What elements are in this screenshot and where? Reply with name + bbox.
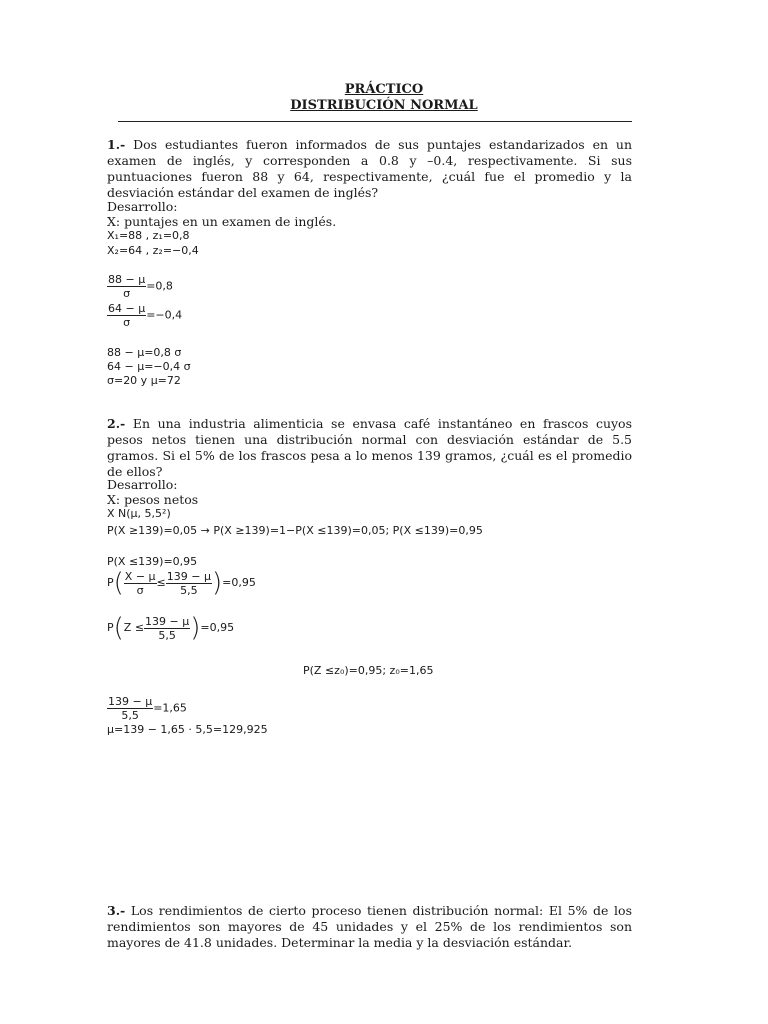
q2-eq-b-frac1 — [124, 570, 157, 597]
q1-res2: 64 − μ=−0,4 σ — [107, 360, 191, 373]
q2-eq-c-num: 139 − μ — [145, 614, 190, 628]
question-1-number: 1.- — [107, 137, 126, 152]
q1-dev-label: Desarrollo: — [107, 199, 178, 214]
q2-eq-b — [107, 568, 256, 598]
q1-frac2-rhs: =−0,4 — [146, 308, 183, 322]
q2-dist: X N(μ, 5,5²) — [107, 507, 171, 520]
q2-eq-c — [107, 613, 234, 643]
q2-dev-label: Desarrollo: — [107, 477, 178, 492]
question-1 — [107, 137, 632, 201]
q2-eq-c-rhs: =0,95 — [200, 621, 235, 634]
q1-frac2 — [107, 302, 182, 329]
q2-eq-d-frac — [107, 695, 153, 722]
q2-eq-c-den: 5,5 — [158, 628, 176, 642]
q2-eq-b-pre: P — [107, 576, 114, 589]
q1-frac1-fraction — [107, 273, 146, 300]
q2-eq-e: μ=139 − 1,65 · 5,5=129,925 — [107, 723, 268, 736]
q2-eq-d-num: 139 − μ — [108, 695, 153, 708]
q1-x-def: X: puntajes en un examen de inglés. — [107, 214, 337, 229]
q2-x-def: X: pesos netos — [107, 492, 199, 507]
q2-eq-c-rparen: ) — [190, 613, 201, 643]
q2-eq-c-lparen: ( — [113, 613, 124, 643]
q1-frac1-num: 88 − μ — [108, 273, 146, 286]
q2-eq-b-mid: ≤ — [156, 576, 166, 589]
q2-eq-b-num1: X − μ — [124, 569, 156, 583]
q1-res1: 88 − μ=0,8 σ — [107, 346, 182, 359]
q2-eq-center: P(Z ≤z₀)=0,95; z₀=1,65 — [303, 664, 434, 677]
q1-frac1 — [107, 273, 173, 300]
q2-eq-b-lparen: ( — [113, 568, 124, 598]
q2-eq-c-frac — [144, 615, 190, 642]
title-distribucion: DISTRIBUCIÓN NORMAL — [290, 98, 478, 113]
question-2 — [107, 416, 632, 480]
question-3-text: Los rendimientos de cierto proceso tienen distribución normal: El 5% de los rendimientos son mayores de 45 unidades y el 25% de los rendimientos son mayores de 41.8 unidades. Determinar la media y la desviación estándar. — [107, 903, 632, 950]
q1-frac1-rhs: =0,8 — [146, 279, 173, 293]
q2-eq-b-den2: 5,5 — [180, 583, 198, 597]
q1-frac2-fraction — [107, 302, 146, 329]
q2-eq-c-mid: Z ≤ — [123, 621, 145, 634]
q1-eq1: X₁=88 , z₁=0,8 — [107, 229, 190, 242]
q1-frac1-den: σ — [123, 287, 131, 300]
q2-eq-a: P(X ≤139)=0,95 — [107, 555, 198, 568]
question-1-text: Dos estudiantes fueron informados de sus puntajes estandarizados en un examen de inglés, y corresponden a 0.8 y –0.4, respectivamente. Si sus puntuaciones fueron 88 y 64, respectivamente, ¿cuál fue el promedio y la desviación estándar del examen de inglés? — [107, 137, 632, 200]
q2-eq-d-rhs: =1,65 — [153, 701, 187, 715]
question-2-number: 2.- — [107, 416, 126, 431]
q1-res3: σ=20 y μ=72 — [107, 374, 181, 387]
title-rule — [118, 121, 632, 122]
q1-frac2-num: 64 − μ — [108, 302, 146, 315]
q2-eq-c-pre: P — [107, 621, 114, 634]
q2-eq-d — [107, 695, 187, 722]
title-practico: PRÁCTICO — [344, 82, 424, 97]
q2-eq-b-rparen: ) — [211, 568, 223, 598]
q2-eq-b-frac2 — [166, 570, 212, 597]
question-2-text: En una industria alimenticia se envasa café instantáneo en frascos cuyos pesos netos tienen una distribución normal con desviación estándar de 5.5 gramos. Si el 5% de los frascos pesa a lo menos 139 gramos, ¿cuál es el promedio de ellos? — [107, 416, 632, 479]
q1-frac2-den: σ — [123, 316, 131, 329]
q2-eq-b-rhs: =0,95 — [222, 576, 256, 589]
question-3 — [107, 903, 632, 951]
q1-eq2: X₂=64 , z₂=−0,4 — [107, 244, 199, 257]
q2-eq-d-den: 5,5 — [121, 709, 139, 722]
q2-eq-b-den1: σ — [136, 583, 144, 597]
q2-eq-b-num2: 139 − μ — [166, 569, 211, 583]
q2-eq-long: P(X ≥139)=0,05 → P(X ≥139)=1−P(X ≤139)=0,05; P(X ≤139)=0,95 — [107, 524, 483, 537]
question-3-number: 3.- — [107, 903, 126, 918]
